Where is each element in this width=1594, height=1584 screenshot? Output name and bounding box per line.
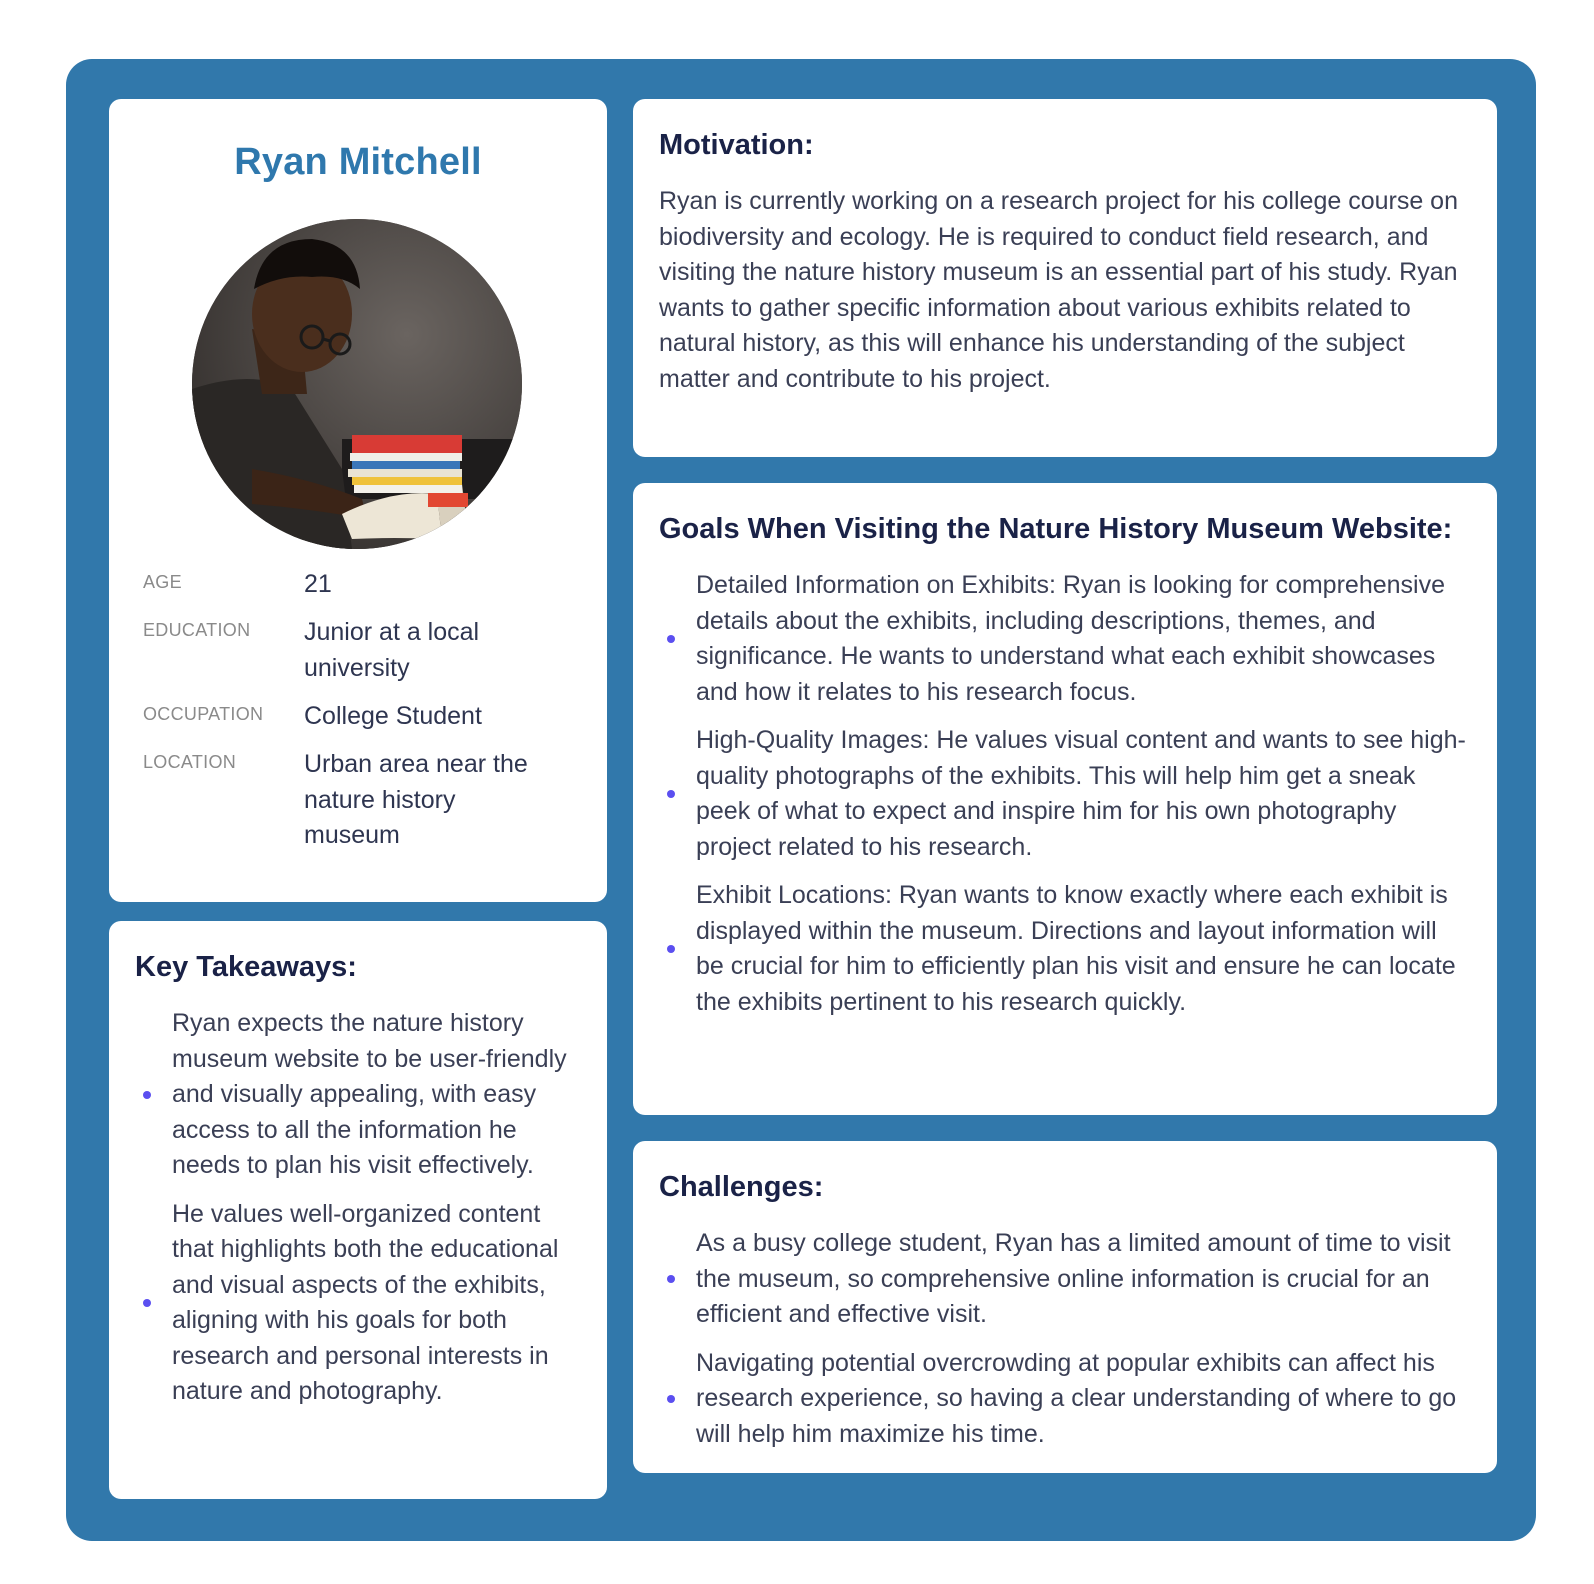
attr-age-value: 21 <box>304 570 332 598</box>
takeaway-text: He values well-organized content that highlights both the educational and visual aspects of the exhibits, aligning with his goals for both research and personal interests in nature and photography. <box>172 1199 559 1405</box>
goals-title: Goals When Visiting the Nature History Museum Website: <box>659 513 1453 545</box>
key-takeaways-title: Key Takeaways: <box>135 951 357 983</box>
attr-location-value: Urban area near the nature history museum <box>304 750 528 849</box>
challenges-title: Challenges: <box>659 1171 824 1203</box>
attr-location <box>143 747 583 857</box>
attr-location-label: LOCATION <box>143 752 237 772</box>
persona-name: Ryan Mitchell <box>234 141 482 183</box>
challenge-text: As a busy college student, Ryan has a limited amount of time to visit the museum, so comprehensive online information is crucial for an efficient and effective visit. <box>696 1229 1451 1328</box>
attr-education-label: EDUCATION <box>143 620 251 640</box>
list-item <box>659 723 1471 865</box>
bullet-dot-icon <box>143 1299 151 1307</box>
avatar <box>192 219 522 549</box>
list-item <box>659 568 1471 710</box>
bullet-dot-icon <box>667 1395 675 1403</box>
takeaway-text: Ryan expects the nature history museum website to be user-friendly and visually appealing, with easy access to all the information he needs to plan his visit effectively. <box>172 1009 567 1179</box>
bullet-dot-icon <box>667 790 675 798</box>
goals-card <box>633 483 1497 1115</box>
key-takeaways-list <box>135 1006 581 1410</box>
attr-education-value: Junior at a local university <box>304 618 480 682</box>
challenges-card <box>633 1141 1497 1473</box>
bullet-dot-icon <box>667 1275 675 1283</box>
attr-age <box>143 567 583 607</box>
profile-card <box>109 99 607 902</box>
key-takeaways-card <box>109 921 607 1499</box>
list-item <box>659 878 1471 1020</box>
bullet-dot-icon <box>667 945 675 953</box>
list-item <box>135 1197 581 1410</box>
challenge-text: Navigating potential overcrowding at popular exhibits can affect his research experience, so having a clear understanding of where to go will help him maximize his time. <box>696 1348 1457 1448</box>
student-photo-icon <box>192 219 522 549</box>
bullet-dot-icon <box>143 1091 151 1099</box>
goal-text: Exhibit Locations: Ryan wants to know exactly where each exhibit is displayed within the museum. Directions and layout information will be crucial for him to efficiently plan his visit and ensure he can locate the exhibits pertinent to his research quickly. <box>696 881 1456 1016</box>
bullet-dot-icon <box>667 635 675 643</box>
list-item <box>659 1346 1471 1453</box>
motivation-title: Motivation: <box>659 129 814 161</box>
motivation-text: Ryan is currently working on a research project for his college course on biodiversity and ecology. He is required to conduct field research, and visiting the nature history museum is an essential part of his study. Ryan wants to gather specific information about various exhibits related to natural history, as this will enhance his understanding of the subject matter and contribute to his project. <box>659 187 1458 393</box>
goal-text: High-Quality Images: He values visual content and wants to see high-quality photographs of the exhibits. This will help him get a sneak peek of what to expect and inspire him for his own photography project related to his research. <box>696 726 1466 861</box>
list-item <box>659 1226 1471 1333</box>
attr-occupation <box>143 699 583 739</box>
attr-occupation-value: College Student <box>304 702 482 730</box>
goals-list <box>659 568 1471 1020</box>
challenges-list <box>659 1226 1471 1452</box>
attr-age-label: AGE <box>143 572 182 592</box>
attr-occupation-label: OCCUPATION <box>143 704 264 724</box>
list-item <box>135 1006 581 1184</box>
goal-text: Detailed Information on Exhibits: Ryan is looking for comprehensive details about the exhibits, including descriptions, themes, and significance. He wants to understand what each exhibit showcases and how it relates to his research focus. <box>696 571 1445 706</box>
attr-education <box>143 615 583 687</box>
motivation-card <box>633 99 1497 457</box>
